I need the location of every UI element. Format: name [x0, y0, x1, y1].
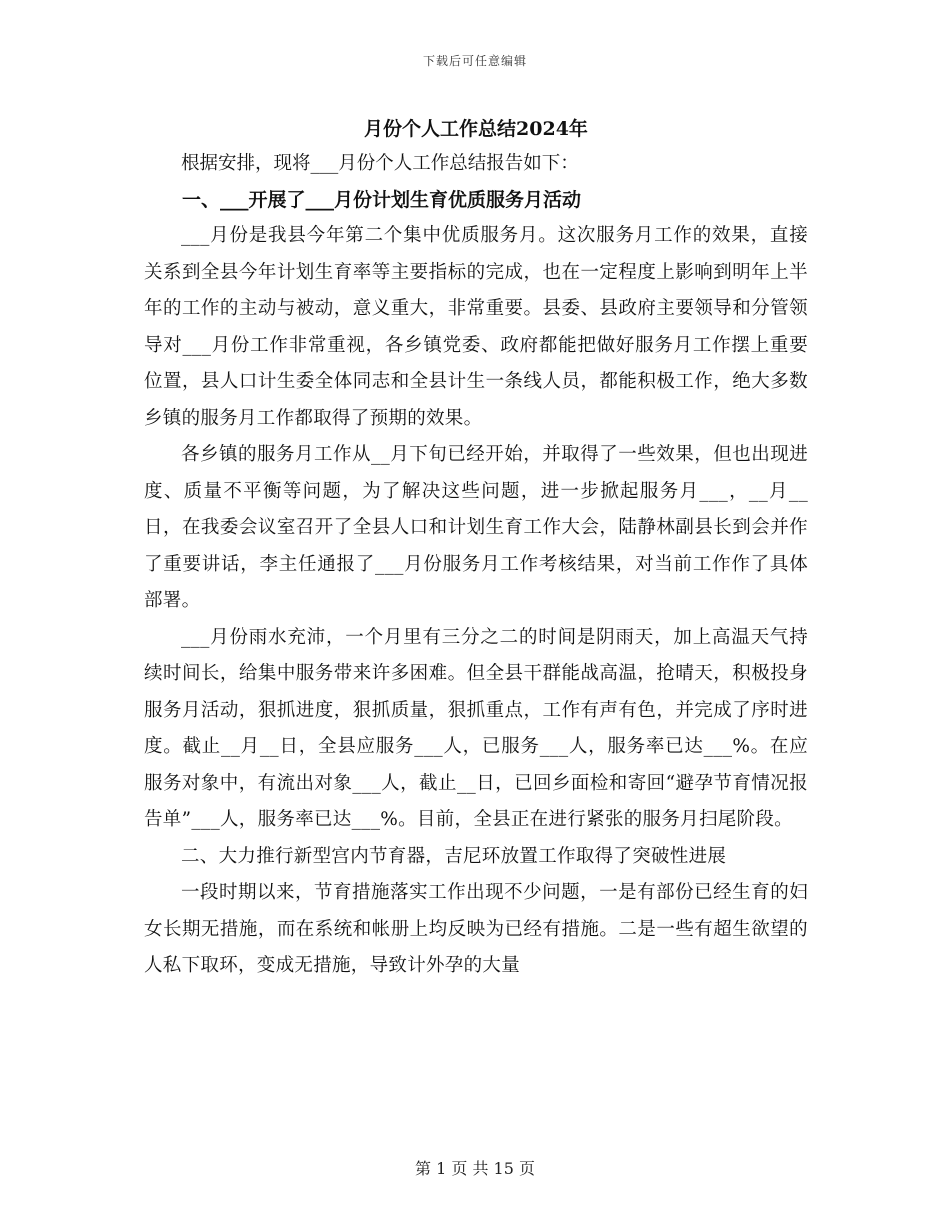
intro-line: 根据安排，现将___月份个人工作总结报告如下： — [181, 153, 579, 174]
paragraph: ___月份雨水充沛，一个月里有三分之二的时间是阴雨天，加上高温天气持续时间长，给集中服务带来许多困难。但全县干群能战高温，抢晴天，积极投身服务月活动，狠抓进度，狠抓质量，狠抓重点，工作有声有色，并完成了序时进度。截止__月__日，全县应服务___人，已服务___人，服务率已达___%。在应服务对象中，有流出对象___人，截止__日，已回乡面检和寄回“避孕节育情况报告单”___人，服务率已达___%。目前，全县正在进行紧张的服务月扫尾阶段。 — [144, 626, 808, 830]
page-number: 第 1 页 共 15 页 — [415, 1159, 535, 1178]
section-heading-1: 一、___开展了___月份计划生育优质服务月活动 — [182, 189, 582, 211]
document-title: 月份个人工作总结2024年 — [364, 118, 588, 140]
paragraph: 一段时期以来，节育措施落实工作出现不少问题，一是有部份已经生育的妇女长期无措施，而在系统和帐册上均反映为已经有措施。二是一些有超生欲望的人私下取环，变成无措施，导致计外孕的大量 — [144, 882, 808, 976]
paragraph: 各乡镇的服务月工作从__月下旬已经开始，并取得了一些效果，但也出现进度、质量不平衡等问题，为了解决这些问题，进一步掀起服务月___，__月__日，在我委会议室召开了全县人口和计划生育工作大会，陆静林副县长到会并作了重要讲话，李主任通报了___月份服务月工作考核结果，对当前工作作了具体部署。 — [144, 444, 808, 611]
document-body — [144, 112, 808, 985]
section-heading-2: 二、大力推行新型宫内节育器，吉尼环放置工作取得了突破性进展 — [181, 845, 727, 867]
header-note: 下载后可任意编辑 — [422, 54, 527, 68]
paragraph: ___月份是我县今年第二个集中优质服务月。这次服务月工作的效果，直接关系到全县今年计划生育率等主要指标的完成，也在一定程度上影响到明年上半年的工作的主动与被动，意义重大，非常重要。县委、县政府主要领导和分管领导对___月份工作非常重视，各乡镇党委、政府都能把做好服务月工作摆上重要位置，县人口计生委全体同志和全县计生一条线人员，都能积极工作，绝大多数乡镇的服务月工作都取得了预期的效果。 — [144, 225, 808, 429]
